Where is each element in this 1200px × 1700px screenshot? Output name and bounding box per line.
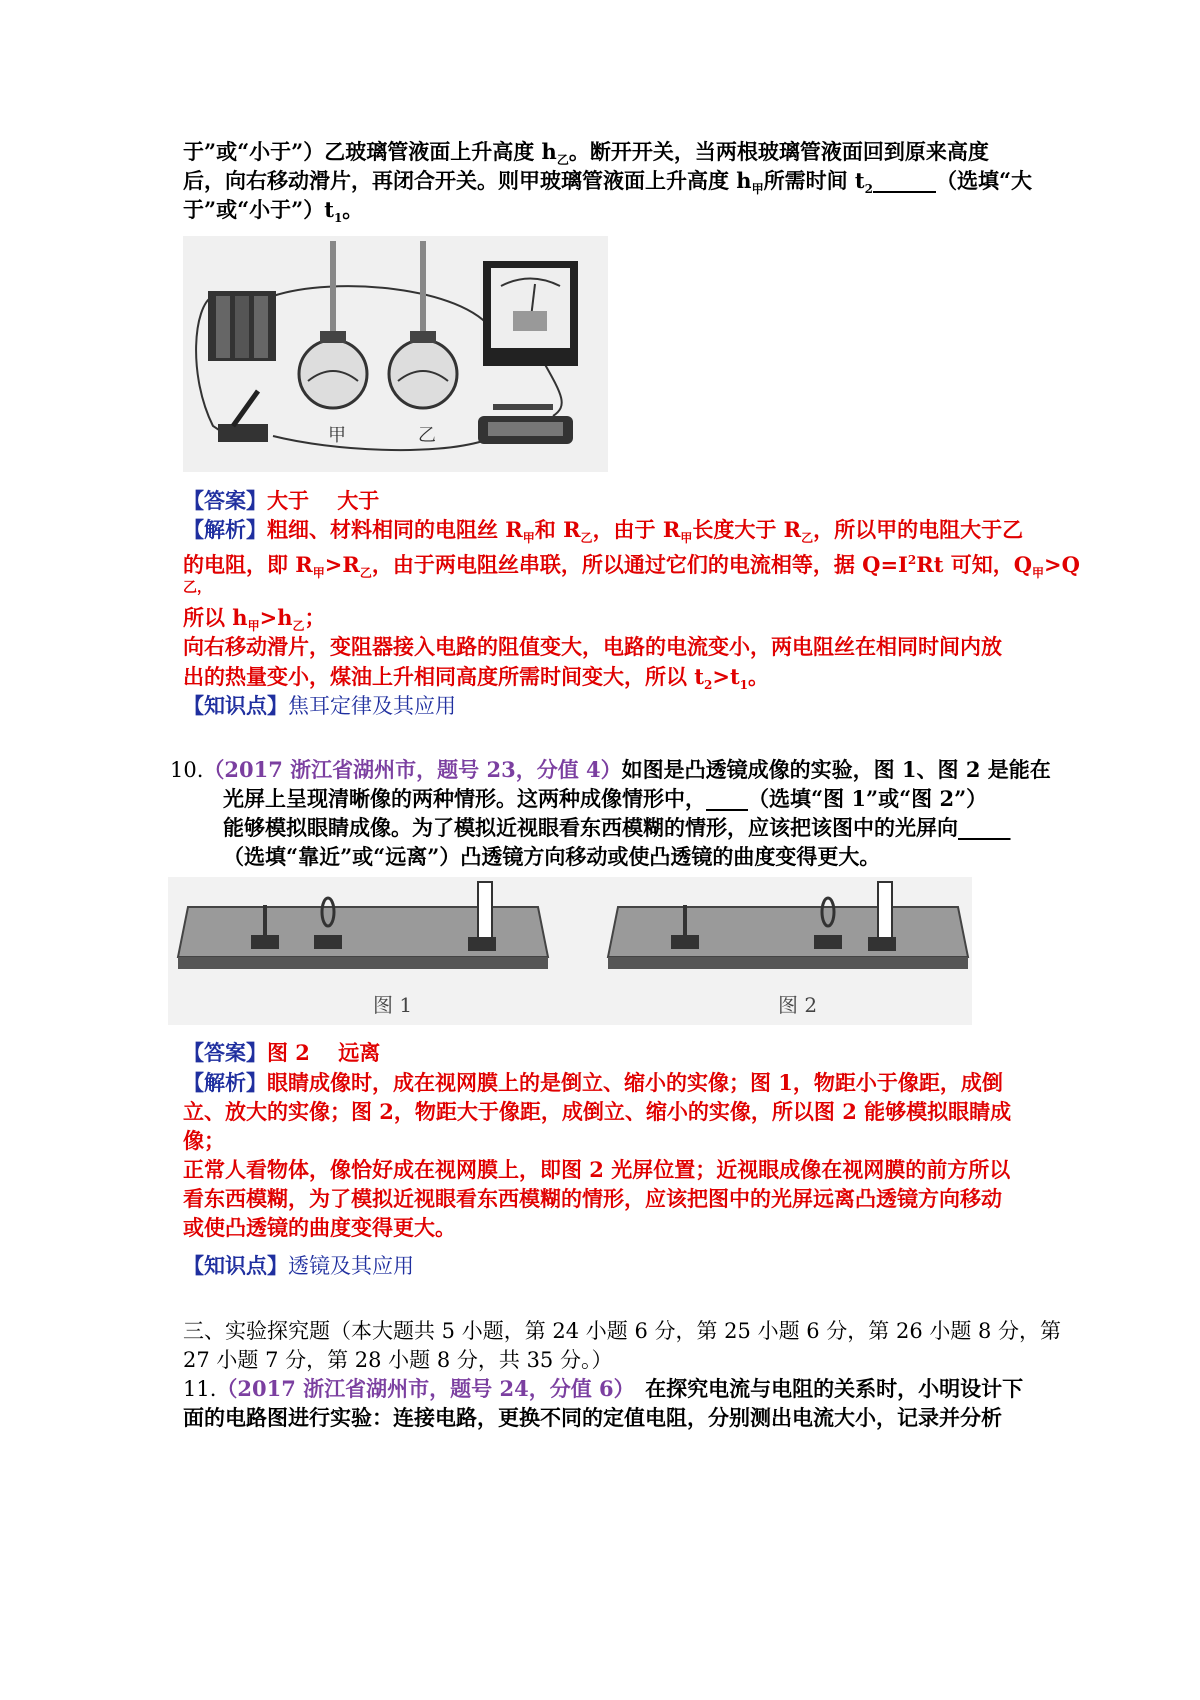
q9-text-line-3: 于”或“小于$”)t_1$。	[183, 197, 364, 226]
joule-law-circuit-figure	[183, 236, 608, 472]
figure-1-label: 图 1	[373, 993, 413, 1017]
q9-answer-line: 【答案】大于 大于	[183, 488, 380, 513]
q9-analysis-line-6: 出的热量变小，煤油上升相同高度所需时间变大，所以 $t_2>t_1$。	[183, 664, 770, 693]
q10-analysis-line-1: 【解析】眼睛成像时，成在视网膜上的是倒立、缩小的实像；图 1，物距小于像距，成倒	[183, 1070, 1003, 1095]
q9-analysis-line-3: 乙，	[183, 580, 211, 596]
q10-analysis-line-6: 或使凸透镜的曲度变得更大。	[183, 1215, 456, 1240]
q11-text-line-1: 11.（2017 浙江省湖州市，题号 24，分值 6） 在探究电流与电阻的关系时，小明设计下	[183, 1376, 1024, 1401]
q10-analysis-line-3: 像；	[183, 1128, 225, 1153]
q9-text-line-1: 于”或“小于”）乙玻璃管液面上升高度 $h_乙$。断开开关，当两根玻璃管液面回到原来高度	[183, 139, 989, 168]
q9-knowledge-line: 【知识点】焦耳定律及其应用	[183, 693, 456, 718]
q9-analysis-line-1: 【解析】粗细、材料相同的电阻丝 $R_甲$和 $R_乙$，由于 $R_甲$长度大于 $R_乙$，所以甲的电阻大于乙	[183, 517, 1024, 546]
q9-analysis-line-5: 向右移动滑片，变阻器接入电路的阻值变大，电路的电流变小，两电阻丝在相同时间内放	[183, 634, 1002, 659]
q9-analysis-line-2: 的电阻，即 $R_甲>R_乙$，由于两电阻丝串联，所以通过它们的电流相等，据 $Q=I^2Rt$ 可知，$Q_甲>Q$	[183, 552, 1080, 581]
q10-analysis-line-2: 立、放大的实像；图 2，物距大于像距，成倒立、缩小的实像，所以图 2 能够模拟眼睛成	[183, 1099, 1012, 1124]
lens-imaging-figure	[168, 877, 972, 1025]
q9-text-line-2: 后，向右移动滑片，再闭合开关。则甲玻璃管液面上升高度 $h_甲$所需时间 $t_2\_\_\_\_\_\_$（选填“大	[183, 168, 1033, 197]
flask-label-jia: 甲	[328, 425, 346, 446]
q10-answer-line: 【答案】图 2 远离	[183, 1040, 381, 1065]
q10-analysis-line-5: 看东西模糊，为了模拟近视眼看东西模糊的情形，应该把图中的光屏远离凸透镜方向移动	[183, 1186, 1002, 1211]
q9-analysis-line-4: 所以 $h_甲>h_乙$；	[183, 605, 326, 634]
q10-text-line-2: 光屏上呈现清晰像的两种情形。这两种成像情形中，____（选填“图 1”或“图 2”）	[223, 786, 988, 811]
battery-icon	[208, 291, 276, 361]
q10-text-line-4: （选填“靠近”或“远离”）凸透镜方向移动或使凸透镜的曲度变得更大。	[223, 844, 881, 869]
q11-text-line-2: 面的电路图进行实验：连接电路，更换不同的定值电阻，分别测出电流大小，记录并分析	[183, 1405, 1002, 1430]
ammeter-icon	[483, 261, 578, 366]
q10-text-line-3: 能够模拟眼睛成像。为了模拟近视眼看东西模糊的情形，应该把该图中的光屏向_____	[223, 815, 1011, 840]
section-3-heading-line-2: 27 小题 7 分，第 28 小题 8 分，共 35 分。）	[183, 1348, 613, 1372]
flask-label-yi: 乙	[418, 425, 436, 446]
figure-2-label: 图 2	[778, 993, 818, 1017]
q10-analysis-line-4: 正常人看物体，像恰好成在视网膜上，即图 2 光屏位置；近视眼成像在视网膜的前方所以	[183, 1157, 1011, 1182]
q10-knowledge-line: 【知识点】透镜及其应用	[183, 1253, 414, 1278]
section-3-heading-line-1: 三、实验探究题（本大题共 5 小题，第 24 小题 6 分，第 25 小题 6 分，第 26 小题 8 分，第	[183, 1319, 1062, 1343]
q10-text-line-1: 10.（2017 浙江省湖州市，题号 23，分值 4）如图是凸透镜成像的实验，图 1、图 2 是能在	[170, 757, 1051, 782]
